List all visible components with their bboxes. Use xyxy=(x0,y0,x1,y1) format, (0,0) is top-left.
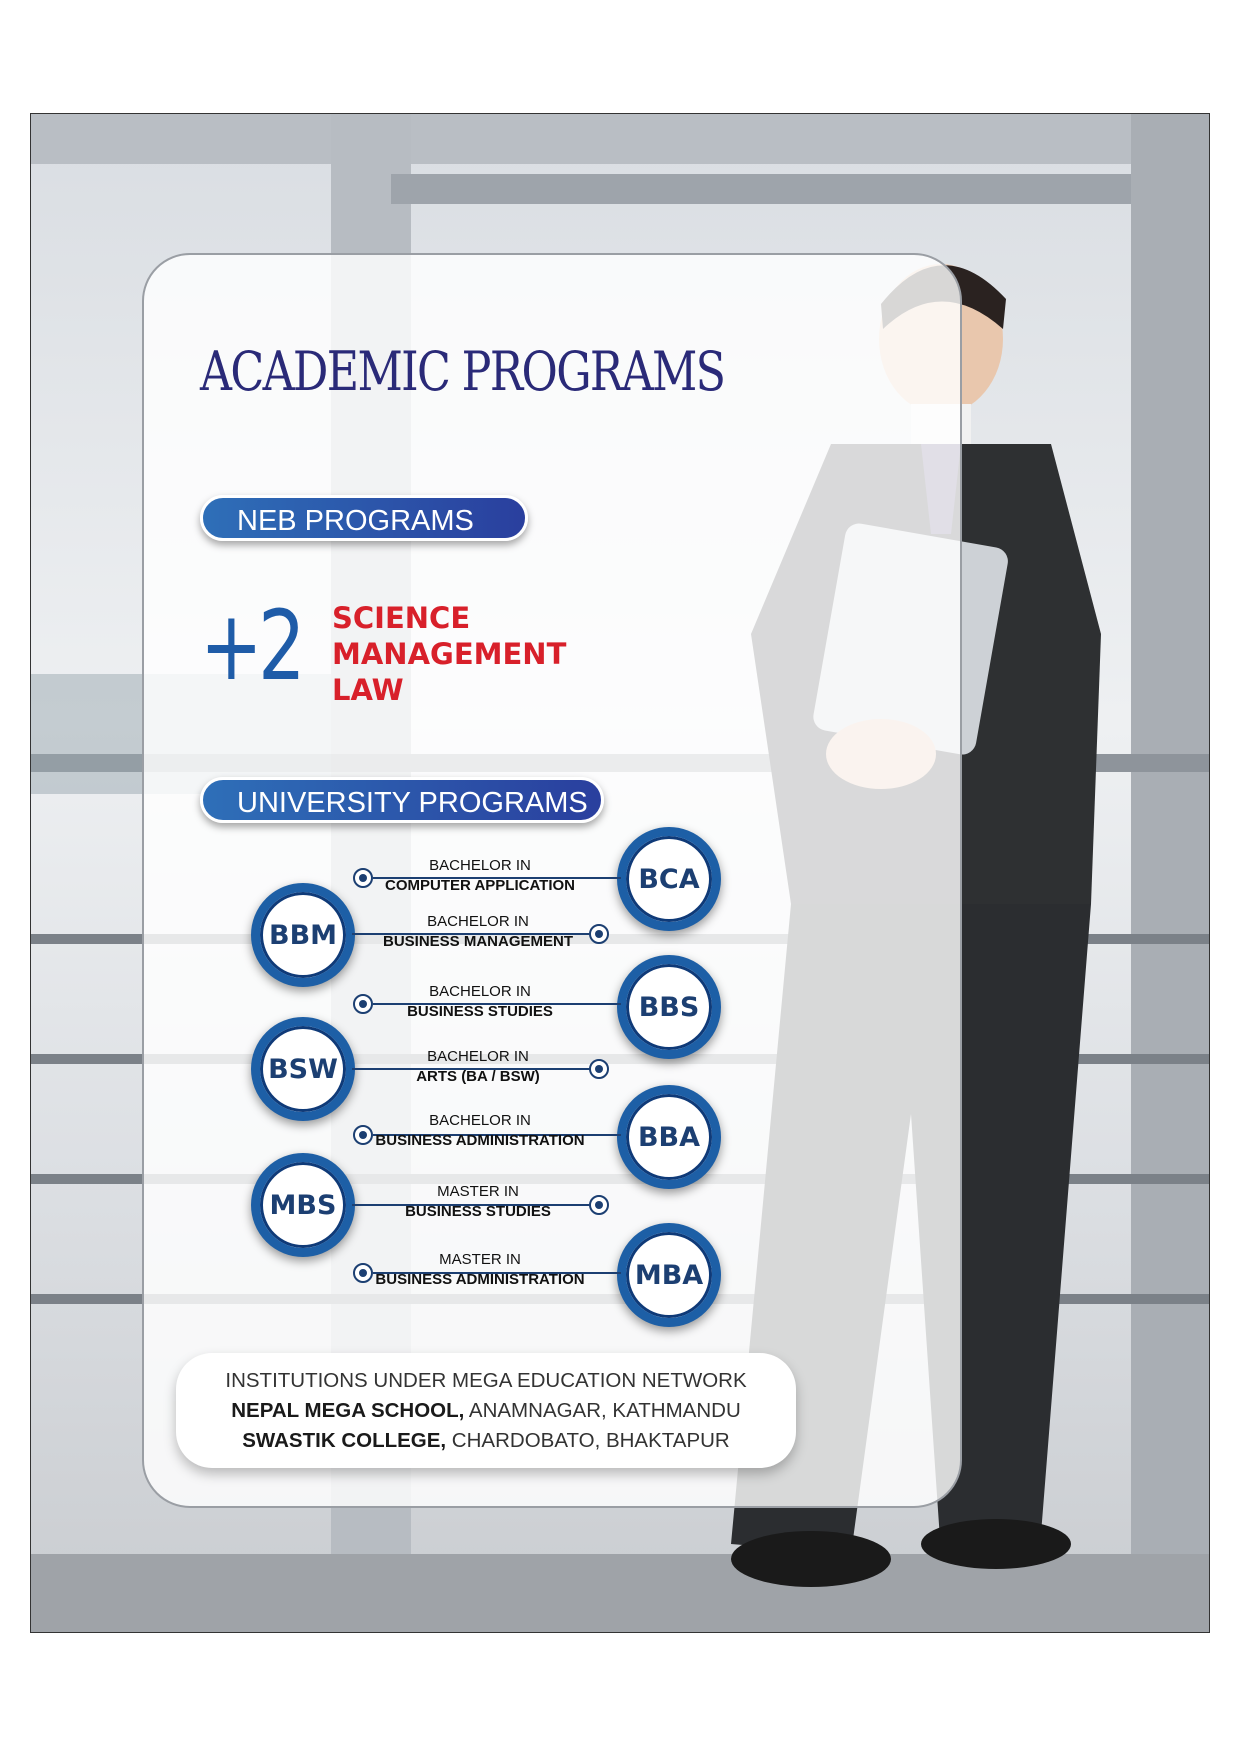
program-code: BBA xyxy=(637,1121,701,1153)
institution-school: NEPAL MEGA SCHOOL, ANAMNAGAR, KATHMANDU xyxy=(231,1399,741,1422)
institutions-heading: INSTITUTIONS UNDER MEGA EDUCATION NETWORK xyxy=(225,1369,747,1392)
page-title: ACADEMIC PROGRAMS xyxy=(200,340,725,403)
program-label-bsw: BACHELOR IN ARTS (BA / BSW) xyxy=(416,1048,540,1085)
plus-two-label: +2 xyxy=(200,590,302,702)
program-code: BCA xyxy=(638,863,700,895)
program-code: BSW xyxy=(268,1053,338,1085)
program-code: MBS xyxy=(269,1189,337,1221)
institution-college: SWASTIK COLLEGE, CHARDOBATO, BHAKTAPUR xyxy=(242,1429,730,1452)
university-programs-label: UNIVERSITY PROGRAMS xyxy=(200,777,604,823)
program-badge-bbm xyxy=(251,883,355,987)
stream-law: LAW xyxy=(332,673,404,707)
program-label-bba: BACHELOR IN BUSINESS ADMINISTRATION xyxy=(375,1112,585,1149)
program-code: MBA xyxy=(634,1259,704,1291)
program-badge-bbs xyxy=(617,955,721,1059)
institutions-box xyxy=(176,1353,796,1468)
program-badge-bsw xyxy=(251,1017,355,1121)
neb-programs-label: NEB PROGRAMS xyxy=(200,495,528,541)
program-label-mba: MASTER IN BUSINESS ADMINISTRATION xyxy=(375,1251,585,1288)
stream-management: MANAGEMENT xyxy=(332,637,567,671)
program-label-bbm: BACHELOR IN BUSINESS MANAGEMENT xyxy=(382,913,573,950)
program-code: BBM xyxy=(268,919,338,951)
program-badge-mba xyxy=(617,1223,721,1327)
program-code: BBS xyxy=(638,991,700,1023)
program-badge-bba xyxy=(617,1085,721,1189)
stream-science: SCIENCE xyxy=(332,601,471,635)
program-label-mbs: MASTER IN BUSINESS STUDIES xyxy=(405,1183,551,1220)
program-badge-mbs xyxy=(251,1153,355,1257)
program-label-bca: BACHELOR IN COMPUTER APPLICATION xyxy=(385,857,575,894)
program-badge-bca xyxy=(617,827,721,931)
program-label-bbs: BACHELOR IN BUSINESS STUDIES xyxy=(407,983,553,1020)
